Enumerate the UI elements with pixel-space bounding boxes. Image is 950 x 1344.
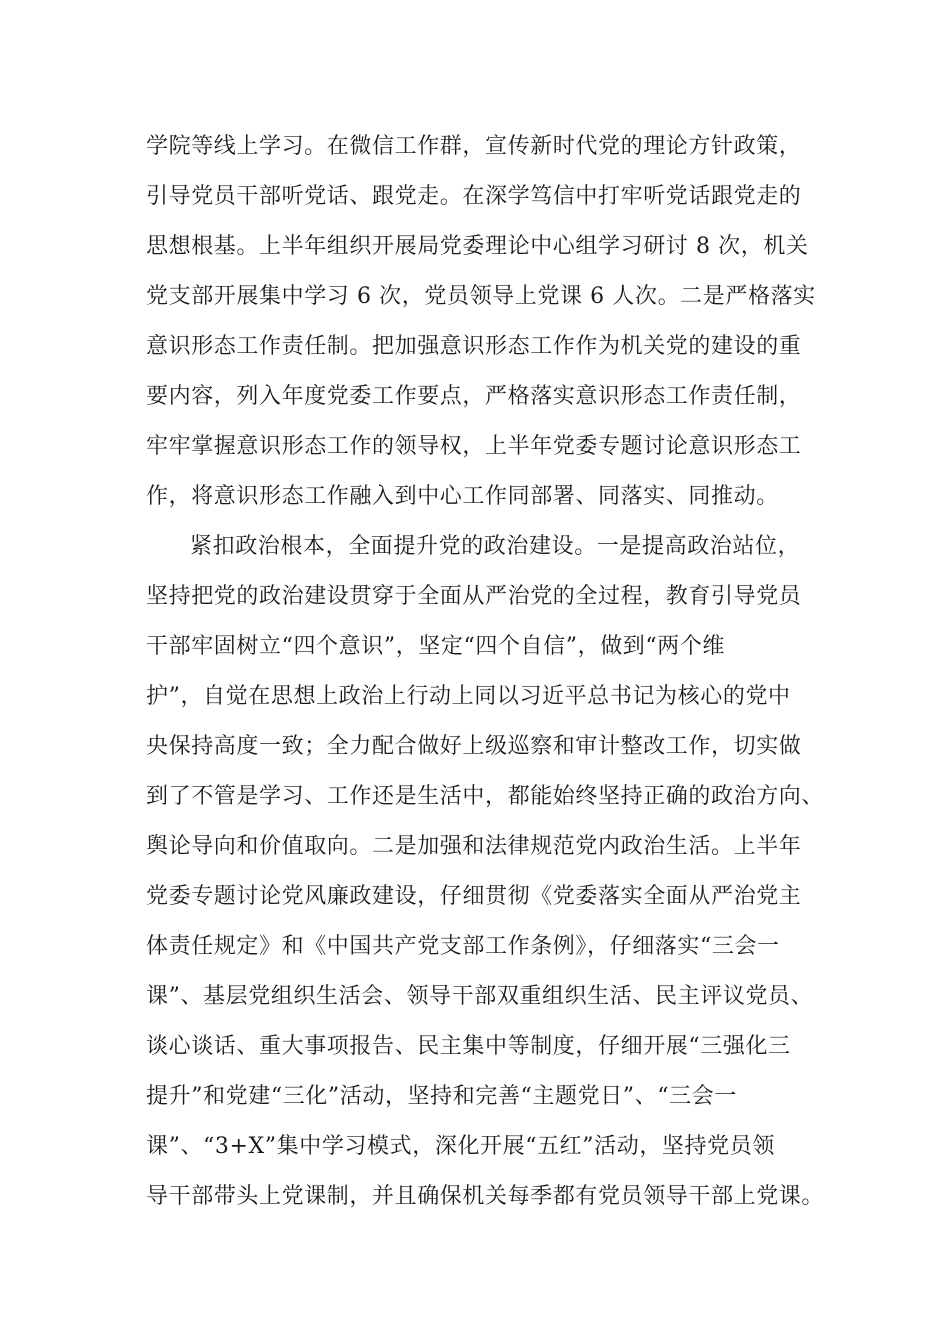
- paragraph-line: 党支部开展集中学习 6 次，党员领导上党课 6 人次。二是严格落实: [146, 284, 816, 309]
- paragraph-line: 牢牢掌握意识形态工作的领导权，上半年党委专题讨论意识形态工: [146, 434, 802, 459]
- paragraph-line: 党委专题讨论党风廉政建设，仔细贯彻《党委落实全面从严治党主: [146, 884, 802, 909]
- paragraph-line: 谈心谈话、重大事项报告、民主集中等制度，仔细开展“三强化三: [146, 1034, 791, 1059]
- paragraph-line: 要内容，列入年度党委工作要点，严格落实意识形态工作责任制，: [146, 384, 802, 409]
- paragraph-line: 体责任规定》和《中国共产党支部工作条例》，仔细落实“三会一: [146, 934, 780, 959]
- paragraph-line: 护”，自觉在思想上政治上行动上同以习近平总书记为核心的党中: [146, 684, 791, 709]
- paragraph-line: 作，将意识形态工作融入到中心工作同部署、同落实、同推动。: [146, 484, 779, 509]
- paragraph-line: 课”、“3+X”集中学习模式，深化开展“五红”活动，坚持党员领: [146, 1134, 775, 1159]
- paragraph-line: 思想根基。上半年组织开展局党委理论中心组学习研讨 8 次，机关: [146, 234, 809, 259]
- paragraph-start-line: 紧扣政治根本，全面提升党的政治建设。一是提高政治站位，: [190, 534, 801, 559]
- paragraph-line: 学院等线上学习。在微信工作群，宣传新时代党的理论方针政策，: [146, 134, 802, 159]
- paragraph-line: 提升”和党建“三化”活动，坚持和完善“主题党日”、“三会一: [146, 1084, 737, 1109]
- paragraph-line: 引导党员干部听党话、跟党走。在深学笃信中打牢听党话跟党走的: [146, 184, 802, 209]
- paragraph-line: 央保持高度一致；全力配合做好上级巡察和审计整改工作，切实做: [146, 734, 802, 759]
- paragraph-line: 坚持把党的政治建设贯穿于全面从严治党的全过程，教育引导党员: [146, 584, 802, 609]
- paragraph-line: 意识形态工作责任制。把加强意识形态工作作为机关党的建设的重: [146, 334, 802, 359]
- paragraph-line: 舆论导向和价值取向。二是加强和法律规范党内政治生活。上半年: [146, 834, 802, 859]
- paragraph-line: 导干部带头上党课制，并且确保机关每季都有党员领导干部上党课。: [146, 1184, 825, 1209]
- paragraph-line: 干部牢固树立“四个意识”，坚定“四个自信”，做到“两个维: [146, 634, 726, 659]
- paragraph-line: 课”、基层党组织生活会、领导干部双重组织生活、民主评议党员、: [146, 984, 814, 1009]
- paragraph-line: 到了不管是学习、工作还是生活中，都能始终坚持正确的政治方向、: [146, 784, 825, 809]
